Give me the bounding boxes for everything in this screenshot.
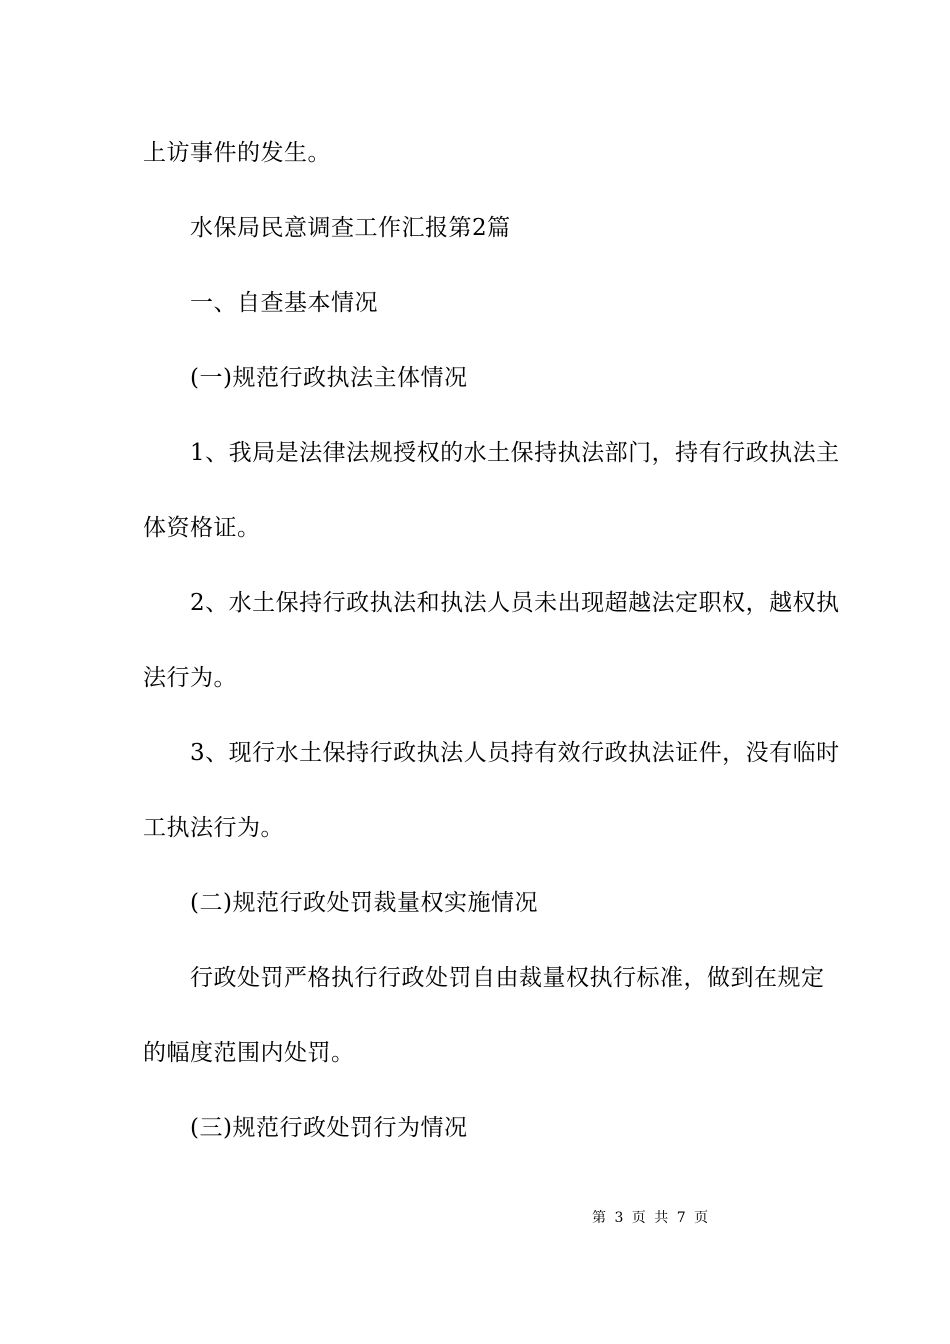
text-line: 1、我局是法律法规授权的水土保持执法部门，持有行政执法主: [190, 440, 840, 466]
text-line: 3、现行水土保持行政执法人员持有效行政执法证件，没有临时: [190, 740, 840, 766]
heading-level-2: (一)规范行政执法主体情况: [190, 365, 468, 391]
text-line: 体资格证。: [143, 515, 261, 541]
text-line: 2、水土保持行政执法和执法人员未出现超越法定职权，越权执: [190, 590, 840, 616]
text-line: 的幅度范围内处罚。: [143, 1040, 355, 1066]
text-line: 法行为。: [143, 665, 237, 691]
text-line: 工执法行为。: [143, 815, 284, 841]
text-line: 行政处罚严格执行行政处罚自由裁量权执行标准，做到在规定: [190, 965, 825, 991]
text-line: 上访事件的发生。: [143, 140, 331, 166]
section-title: 水保局民意调查工作汇报第2篇: [190, 215, 511, 241]
heading-level-2: (二)规范行政处罚裁量权实施情况: [190, 890, 538, 916]
heading-level-2: (三)规范行政处罚行为情况: [190, 1115, 468, 1141]
page-number-footer: 第 3 页 共 7 页: [592, 1210, 709, 1226]
heading-level-1: 一、自查基本情况: [190, 290, 378, 316]
